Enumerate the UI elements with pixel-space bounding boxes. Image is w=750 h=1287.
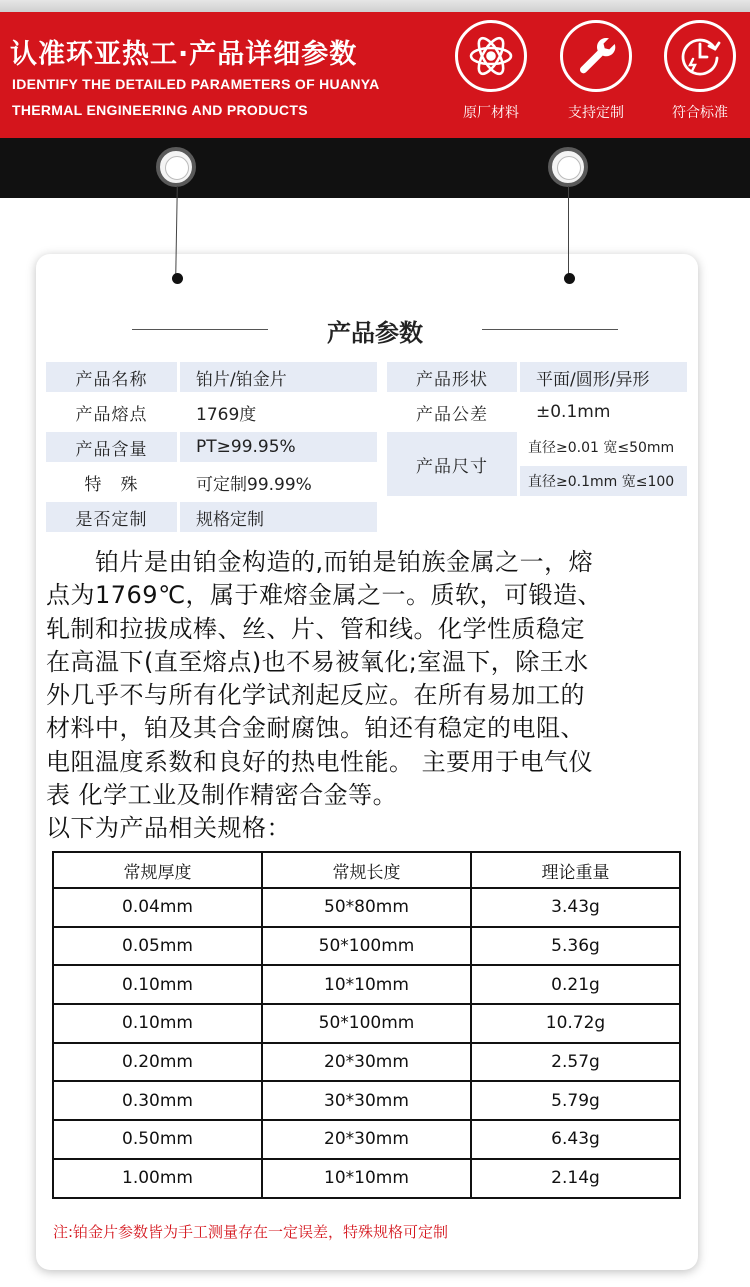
subtitle-en-line2: THERMAL ENGINEERING AND PRODUCTS (12, 102, 308, 118)
description-line: 电阻温度系数和良好的热电性能。 主要用于电气仪 (46, 747, 594, 776)
description-line: 外几乎不与所有化学试剂起反应。在所有易加工的 (46, 681, 585, 710)
cell-weight: 0.21g (471, 965, 680, 1004)
section-title: 产品参数 (327, 319, 423, 347)
param-value-size-2: 直径≥0.1mm 宽≤100 (520, 466, 687, 496)
cell-thickness: 0.04mm (53, 888, 262, 927)
column-header-thickness: 常规厚度 (53, 852, 262, 888)
cell-thickness: 0.10mm (53, 965, 262, 1004)
feature-standard (650, 20, 750, 122)
cell-length: 50*80mm (262, 888, 471, 927)
hanger-ring-left (156, 147, 196, 187)
cell-weight: 5.36g (471, 927, 680, 966)
spec-table (52, 851, 681, 1199)
hanger-ring-right (548, 147, 588, 187)
cell-length: 20*30mm (262, 1120, 471, 1159)
cell-thickness: 0.05mm (53, 927, 262, 966)
param-value-customizable: 规格定制 (180, 502, 377, 532)
param-value-special: 可定制99.99% (196, 474, 312, 495)
param-key-name: 产品名称 (46, 362, 177, 392)
cell-thickness: 0.10mm (53, 1004, 262, 1043)
description-line: 轧制和拉拔成棒、丝、片、管和线。化学性质稳定 (46, 614, 585, 643)
description-line: 材料中，铂及其合金耐腐蚀。铂还有稳定的电阻、 (46, 714, 585, 743)
param-value-shape: 平面/圆形/异形 (520, 362, 687, 392)
string-pin-right (564, 273, 575, 284)
hanger-band (0, 138, 750, 198)
cell-length: 50*100mm (262, 1004, 471, 1043)
title-divider-right (482, 329, 618, 330)
feature-original-material (441, 20, 541, 122)
table-header-row (53, 852, 680, 888)
cell-weight: 10.72g (471, 1004, 680, 1043)
cell-length: 50*100mm (262, 927, 471, 966)
header-top-strip (0, 0, 750, 12)
cell-length: 30*30mm (262, 1081, 471, 1120)
string-pin-left (172, 273, 183, 284)
param-key-customizable: 是否定制 (46, 502, 177, 532)
param-key-tolerance: 产品公差 (416, 404, 488, 425)
table-row (53, 1120, 680, 1159)
atom-icon (455, 20, 527, 92)
cell-weight: 6.43g (471, 1120, 680, 1159)
subtitle-en-line1: IDENTIFY THE DETAILED PARAMETERS OF HUANYA (12, 76, 380, 92)
feature-label: 符合标准 (672, 105, 728, 121)
feature-label: 原厂材料 (463, 105, 519, 121)
description-line: 表 化学工业及制作精密合金等。 (46, 781, 398, 810)
param-key-shape: 产品形状 (387, 362, 517, 392)
product-description (46, 546, 691, 846)
cell-length: 10*10mm (262, 965, 471, 1004)
cell-length: 10*10mm (262, 1159, 471, 1198)
cell-thickness: 0.20mm (53, 1043, 262, 1082)
hanging-string-right (568, 186, 569, 278)
clock-lightning-icon (664, 20, 736, 92)
measurement-note: 注:铂金片参数皆为手工测量存在一定误差，特殊规格可定制 (53, 1223, 449, 1241)
column-header-length: 常规长度 (262, 852, 471, 888)
param-value-content: PT≥99.95% (180, 432, 377, 462)
column-header-weight: 理论重量 (471, 852, 680, 888)
cell-thickness: 0.30mm (53, 1081, 262, 1120)
cell-weight: 2.57g (471, 1043, 680, 1082)
param-value-tolerance: ±0.1mm (536, 402, 611, 422)
param-key-content: 产品含量 (46, 432, 177, 462)
wrench-icon (560, 20, 632, 92)
feature-customization (546, 20, 646, 122)
description-line: 在高温下(直至熔点)也不易被氧化;室温下，除王水 (46, 647, 589, 676)
description-line: 铂片是由铂金构造的,而铂是铂族金属之一，熔 (46, 548, 594, 576)
table-row (53, 965, 680, 1004)
param-value-melting-point: 1769度 (196, 404, 257, 425)
cell-thickness: 1.00mm (53, 1159, 262, 1198)
param-value-size-1: 直径≥0.01 宽≤50mm (528, 440, 675, 456)
spec-intro: 以下为产品相关规格： (46, 814, 291, 843)
description-line: 点为1769℃，属于难熔金属之一。质软，可锻造、 (46, 581, 603, 610)
table-row (53, 1159, 680, 1198)
table-row (53, 888, 680, 927)
cell-length: 20*30mm (262, 1043, 471, 1082)
page-title: 认准环亚热工·产品详细参数 (10, 39, 358, 70)
table-row (53, 1081, 680, 1120)
cell-weight: 5.79g (471, 1081, 680, 1120)
table-row (53, 927, 680, 966)
cell-weight: 3.43g (471, 888, 680, 927)
feature-label: 支持定制 (568, 105, 624, 121)
param-value-name: 铂片/铂金片 (180, 362, 377, 392)
table-row (53, 1043, 680, 1082)
header-banner (0, 0, 750, 138)
param-key-special: 特 殊 (84, 474, 139, 495)
table-row (53, 1004, 680, 1043)
param-key-melting-point: 产品熔点 (75, 404, 148, 425)
cell-weight: 2.14g (471, 1159, 680, 1198)
cell-thickness: 0.50mm (53, 1120, 262, 1159)
param-key-size: 产品尺寸 (387, 432, 517, 496)
